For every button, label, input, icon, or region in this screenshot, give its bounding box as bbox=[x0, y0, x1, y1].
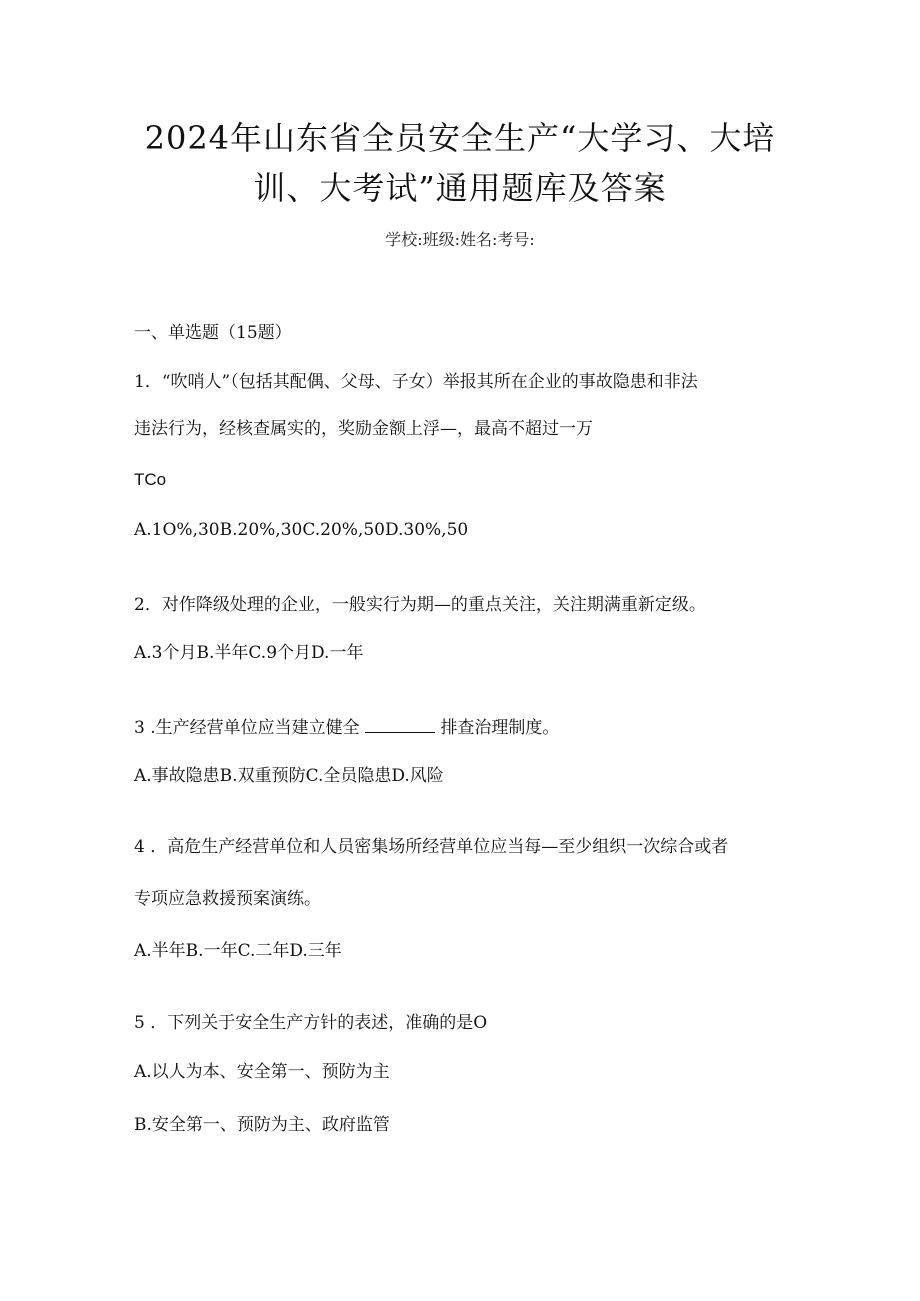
document-title-line-2: 训、大考试”通用题库及答案 bbox=[253, 169, 667, 207]
document-title-line-1: 2024年山东省全员安全生产“大学习、大培 bbox=[144, 119, 776, 157]
section-heading: 一、单选题（15题） bbox=[134, 323, 292, 343]
question-2-stem: 2．对作降级处理的企业，一般实行为期—的重点关注，关注期满重新定级。 bbox=[134, 595, 706, 615]
question-1-stem-line-1: 1．“吹哨人”（包括其配偶、父母、子女）举报其所在企业的事故隐患和非法 bbox=[134, 372, 698, 392]
question-3-stem bbox=[134, 713, 559, 738]
question-4-stem-line-2: 专项应急救援预案演练。 bbox=[134, 889, 321, 909]
question-3-stem-after: 排查治理制度。 bbox=[440, 718, 560, 738]
question-1-options: A.1O%,30B.20%,30C.20%,50D.30%,50 bbox=[134, 520, 469, 540]
question-3-stem-before: 3 .生产经营单位应当建立健全 bbox=[134, 718, 360, 738]
question-5-option-b: B.安全第一、预防为主、政府监管 bbox=[134, 1115, 390, 1135]
question-3-options: A.事故隐患B.双重预防C.全员隐患D.风险 bbox=[134, 766, 444, 786]
question-3-fill-blank bbox=[365, 718, 435, 733]
question-5-option-a: A.以人为本、安全第一、预防为主 bbox=[134, 1062, 390, 1082]
question-4-stem-line-1: 4 ．高危生产经营单位和人员密集场所经营单位应当每—至少组织一次综合或者 bbox=[134, 837, 729, 857]
question-5-stem: 5 ．下列关于安全生产方针的表述，准确的是O bbox=[134, 1013, 488, 1033]
question-1-stem-line-3: TCo bbox=[134, 470, 167, 489]
question-4-options: A.半年B.一年C.二年D.三年 bbox=[134, 941, 342, 961]
question-1-stem-line-2: 违法行为，经核查属实的，奖励金额上浮—，最高不超过一万 bbox=[134, 419, 593, 439]
question-2-options: A.3个月B.半年C.9个月D.一年 bbox=[134, 643, 364, 663]
student-info-line: 学校:班级:姓名:考号: bbox=[385, 230, 535, 249]
